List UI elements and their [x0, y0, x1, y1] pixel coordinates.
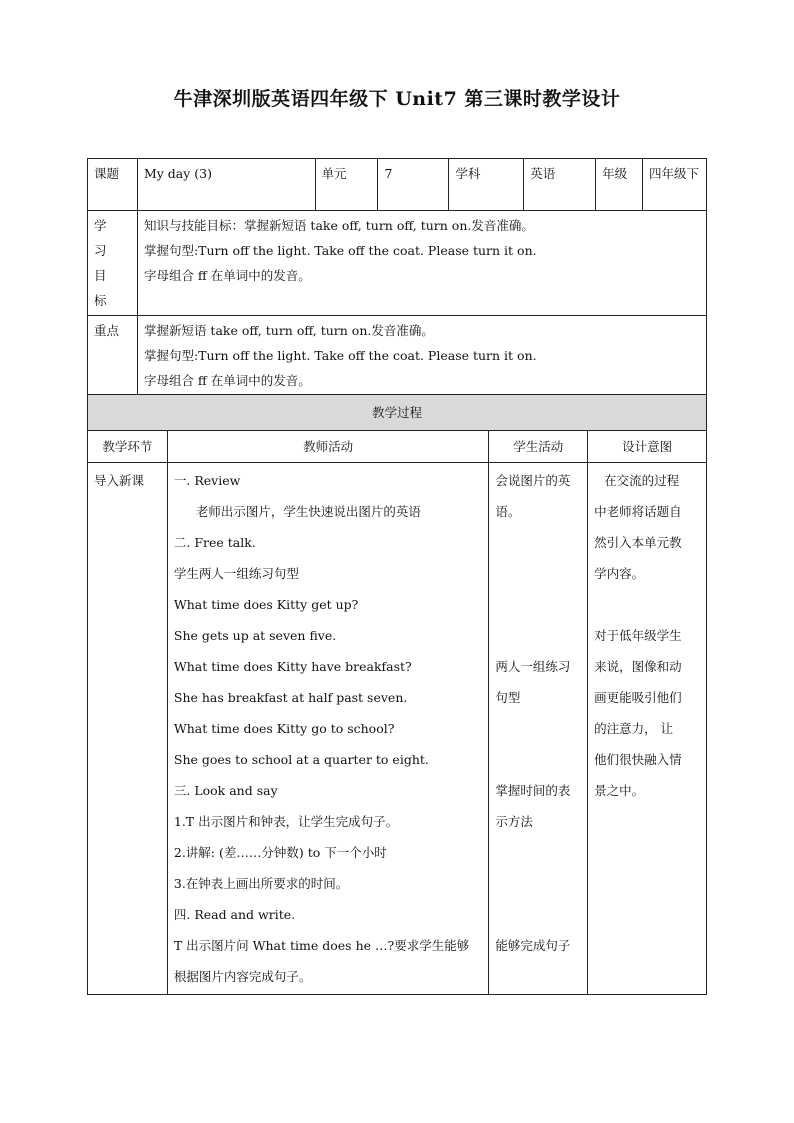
subject-label: 学科 [449, 159, 524, 211]
design-intent [588, 463, 707, 995]
grade-label: 年级 [596, 159, 643, 211]
student-line [495, 589, 585, 620]
teacher-line: She has breakfast at half past seven. [173, 690, 408, 705]
student-line: 会说图片的英 [495, 473, 571, 488]
teacher-line: What time does Kitty have breakfast? [173, 659, 412, 674]
stage-label: 导入新课 [88, 463, 168, 995]
intent-line: 学内容。 [594, 566, 645, 581]
key-points-label: 重点 [88, 316, 138, 396]
student-line [495, 744, 585, 775]
grade-value: 四年级下 [643, 159, 707, 211]
student-line: 掌握时间的表 [495, 783, 571, 798]
intent-line: 画更能吸引他们 [594, 690, 682, 705]
header-teacher-activity: 教师活动 [167, 431, 488, 463]
intent-line: 中老师将话题自 [594, 504, 682, 519]
teacher-line: 一. Review [173, 473, 241, 488]
objective-line: 字母组合 ff 在单词中的发音。 [143, 268, 311, 283]
teacher-activity [167, 463, 488, 995]
student-line [495, 868, 585, 899]
teacher-line: 根据图片内容完成句子。 [173, 969, 312, 984]
key-points-row [88, 316, 707, 396]
student-line [495, 961, 585, 992]
teaching-process-table [87, 394, 707, 995]
student-line: 两人一组练习 [495, 659, 571, 674]
intent-line: 在交流的过程 [604, 473, 680, 488]
objectives-content [137, 211, 706, 316]
student-line: 句型 [495, 690, 521, 705]
teacher-line: What time does Kitty get up? [173, 597, 359, 612]
teacher-line: 二. Free talk. [173, 535, 256, 550]
intent-line: 的注意力， 让 [594, 721, 674, 736]
teacher-line: What time does Kitty go to school? [173, 721, 395, 736]
key-point-line: 字母组合 ff 在单词中的发音。 [143, 373, 311, 388]
teacher-line: 老师出示图片，学生快速说出图片的英语 [195, 504, 421, 519]
student-line [495, 899, 585, 930]
key-point-line: 掌握新短语 take off, turn off, turn on.发音准确。 [143, 323, 434, 338]
student-line [495, 837, 585, 868]
student-line: 语。 [495, 504, 521, 519]
intent-line: 然引入本单元教 [594, 535, 682, 550]
intent-line: 景之中。 [594, 783, 645, 798]
header-student-activity: 学生活动 [489, 431, 588, 463]
subject-value: 英语 [524, 159, 596, 211]
teacher-line: 学生两人一组练习句型 [173, 566, 299, 581]
teacher-line: She gets up at seven five. [173, 628, 337, 643]
teacher-line: T 出示图片问 What time does he …?要求学生能够 [173, 938, 470, 953]
student-line [495, 620, 585, 651]
student-line: 示方法 [495, 814, 533, 829]
topic-label: 课题 [88, 159, 138, 211]
lesson-info-table [87, 158, 707, 426]
objective-line: 掌握句型:Turn off the light. Take off the coat. Please turn it on. [143, 243, 537, 258]
intent-line: 对于低年级学生 [594, 628, 682, 643]
process-content-row [88, 463, 707, 995]
intent-line [594, 589, 702, 620]
teacher-line: 3.在钟表上画出所要求的时间。 [173, 876, 349, 891]
process-header-row [88, 431, 707, 463]
teacher-line: 四. Read and write. [173, 907, 296, 922]
intent-line: 他们很快融入情 [594, 752, 682, 767]
objectives-label: 学习目标 [88, 211, 138, 316]
student-line: 能够完成句子 [495, 938, 571, 953]
student-line [495, 527, 585, 558]
info-row [88, 159, 707, 211]
objectives-row [88, 211, 707, 316]
unit-label: 单元 [315, 159, 378, 211]
unit-value: 7 [378, 159, 449, 211]
objective-line: 知识与技能目标：掌握新短语 take off, turn off, turn on.发音准确。 [143, 218, 534, 233]
key-points-content [137, 316, 706, 396]
student-activity [489, 463, 588, 995]
student-line [495, 713, 585, 744]
student-line [495, 558, 585, 589]
process-section-title: 教学过程 [88, 395, 707, 431]
teacher-line: 2.讲解: (差……分钟数) to 下一个小时 [173, 845, 387, 860]
teacher-line: 三. Look and say [173, 783, 278, 798]
document-title: 牛津深圳版英语四年级下 Unit7 第三课时教学设计 [173, 88, 621, 110]
topic-value: My day (3) [137, 159, 315, 211]
key-point-line: 掌握句型:Turn off the light. Take off the coat. Please turn it on. [143, 348, 537, 363]
header-design-intent: 设计意图 [588, 431, 707, 463]
teacher-line: She goes to school at a quarter to eight. [173, 752, 429, 767]
intent-line: 来说，图像和动 [594, 659, 682, 674]
teacher-line: 1.T 出示图片和钟表，让学生完成句子。 [173, 814, 399, 829]
header-stage: 教学环节 [88, 431, 168, 463]
